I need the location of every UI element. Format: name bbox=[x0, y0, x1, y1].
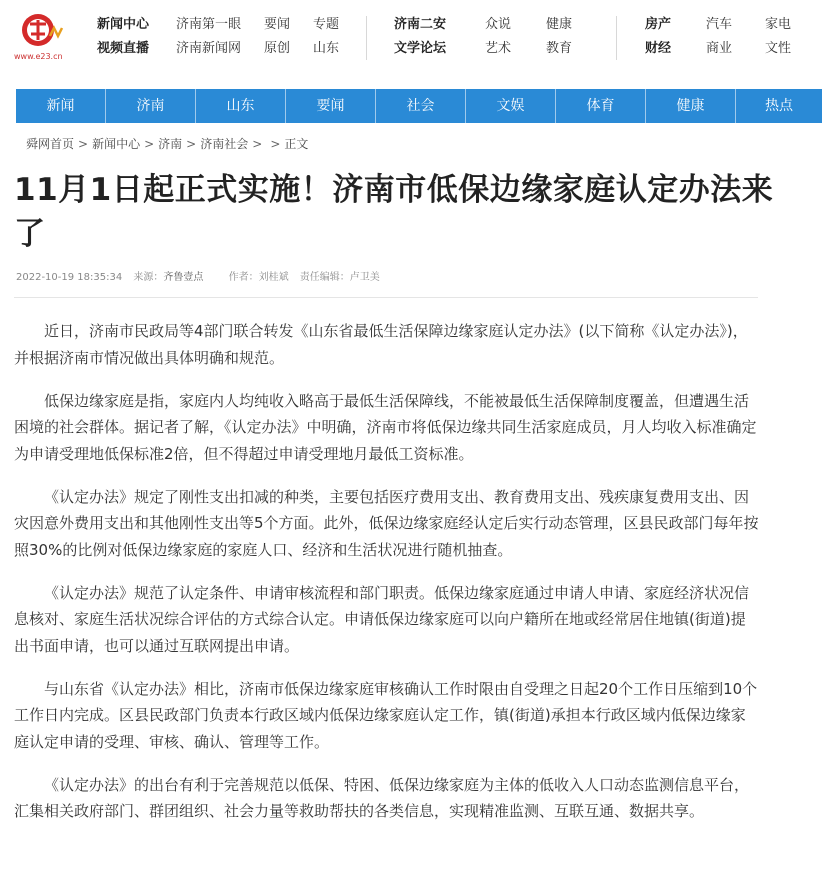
article-paragraph: 《认定办法》的出台有利于完善规范以低保、特困、低保边缘家庭为主体的低收入人口动态监测信息平台，汇集相关政府部门、群团组织、社会力量等救助帮扶的各类信息，实现精准监测、互联互通、数据共享。 bbox=[14, 775, 750, 820]
breadcrumb bbox=[26, 135, 310, 152]
source-label: 来源： bbox=[133, 272, 164, 283]
article-paragraph: 《认定办法》规范了认定条件、申请审核流程和部门职责。低保边缘家庭通过申请人申请、家庭经济状况信息核对、家庭生活状况综合评估的方式综合认定。申请低保边缘家庭可以向户籍所在地或经常居住地镇(街道)提出书面申请，也可以通过互联网提出申请。 bbox=[14, 583, 750, 655]
topnav-female[interactable]: 文性 bbox=[765, 41, 792, 56]
topnav-news-center[interactable]: 新闻中心 bbox=[97, 17, 150, 32]
channel-jinan[interactable]: 济南 bbox=[106, 89, 196, 123]
topnav-finance[interactable]: 财经 bbox=[645, 41, 672, 56]
channel-shandong[interactable]: 山东 bbox=[196, 89, 286, 123]
breadcrumb-separator-icon: > bbox=[78, 137, 89, 151]
site-header bbox=[0, 0, 822, 72]
channel-headlines[interactable]: 要闻 bbox=[286, 89, 376, 123]
topnav-headlines[interactable]: 要闻 bbox=[264, 17, 291, 32]
breadcrumb-separator-icon: > bbox=[252, 137, 263, 151]
channel-sports[interactable]: 体育 bbox=[556, 89, 646, 123]
topnav-appliances[interactable]: 家电 bbox=[765, 17, 792, 32]
article-paragraph: 近日，济南市民政局等4部门联合转发《山东省最低生活保障边缘家庭认定办法》(以下简称《认定办法》)，并根据济南市情况做出具体明确和规范。 bbox=[14, 322, 748, 367]
topnav-literature-forum[interactable]: 文学论坛 bbox=[394, 41, 447, 56]
article-meta bbox=[16, 268, 380, 283]
channel-news[interactable]: 新闻 bbox=[16, 89, 106, 123]
topnav-opinions[interactable]: 众说 bbox=[485, 17, 512, 32]
topnav-divider bbox=[366, 16, 367, 60]
topnav-arts[interactable]: 艺术 bbox=[485, 41, 512, 56]
breadcrumb-jinan-society[interactable]: 济南社会 bbox=[200, 137, 249, 151]
publish-time: 2022-10-19 18:35:34 bbox=[16, 272, 123, 283]
breadcrumb-separator-icon: > bbox=[270, 137, 281, 151]
topnav-real-estate[interactable]: 房产 bbox=[645, 17, 672, 32]
topnav-auto[interactable]: 汽车 bbox=[706, 17, 733, 32]
channel-society[interactable]: 社会 bbox=[376, 89, 466, 123]
breadcrumb-news-center[interactable]: 新闻中心 bbox=[92, 137, 141, 151]
channel-hot[interactable]: 热点 bbox=[765, 98, 793, 114]
breadcrumb-current: 正文 bbox=[284, 137, 309, 151]
topnav-jinan-erantext[interactable]: 济南二安 bbox=[394, 17, 447, 32]
article-paragraph: 《认定办法》规定了刚性支出扣减的种类，主要包括医疗费用支出、教育费用支出、残疾康复费用支出、因灾因意外费用支出和其他刚性支出等5个方面。此外，低保边缘家庭经认定后实行动态管理，区县民政部门每年按照30%的比例对低保边缘家庭的家庭人口、经济和生活状况进行随机抽查。 bbox=[14, 487, 759, 559]
topnav-shandong[interactable]: 山东 bbox=[313, 41, 340, 56]
meta-divider bbox=[14, 297, 758, 298]
channel-health[interactable]: 健康 bbox=[646, 89, 736, 123]
site-logo[interactable] bbox=[14, 10, 72, 62]
article-title: 11月1日起正式实施！济南市低保边缘家庭认定办法来了 bbox=[14, 172, 774, 252]
logo-url: www.e23.cn bbox=[14, 52, 63, 61]
channel-entertainment[interactable]: 文娱 bbox=[466, 89, 556, 123]
breadcrumb-jinan[interactable]: 济南 bbox=[158, 137, 183, 151]
article-paragraph: 与山东省《认定办法》相比，济南市低保边缘家庭审核确认工作时限由自受理之日起20个工作日压缩到10个工作日内完成。区县民政部门负责本行政区域内低保边缘家庭认定工作，镇(街道)承担本行政区域内低保边缘家庭认定申请的受理、审核、确认、管理等工作。 bbox=[14, 679, 758, 751]
topnav-original[interactable]: 原创 bbox=[264, 41, 291, 56]
article-body bbox=[14, 318, 760, 841]
topnav-special[interactable]: 专题 bbox=[313, 17, 340, 32]
breadcrumb-separator-icon: > bbox=[144, 137, 155, 151]
author: 作者：刘桂斌 bbox=[228, 272, 289, 283]
topnav-business[interactable]: 商业 bbox=[706, 41, 733, 56]
topnav-jinan-news[interactable]: 济南新闻网 bbox=[176, 41, 242, 56]
breadcrumb-home[interactable]: 舜网首页 bbox=[26, 137, 75, 151]
topnav-jinan-first[interactable]: 济南第一眼 bbox=[176, 17, 242, 32]
responsible-editor: 责任编辑：卢卫美 bbox=[299, 272, 380, 283]
breadcrumb-separator-icon: > bbox=[186, 137, 197, 151]
topnav-divider bbox=[616, 16, 617, 60]
article-paragraph: 低保边缘家庭是指，家庭内人均纯收入略高于最低生活保障线，不能被最低生活保障制度覆盖，但遭遇生活困境的社会群体。据记者了解，《认定办法》中明确，济南市将低保边缘共同生活家庭成员，月人均收入标准确定为申请受理地低保标准2倍，但不得超过申请受理地月最低工资标准。 bbox=[14, 391, 757, 463]
logo-icon bbox=[20, 10, 66, 50]
topnav-education[interactable]: 教育 bbox=[546, 41, 573, 56]
source-name[interactable]: 齐鲁壹点 bbox=[163, 272, 204, 283]
topnav-health[interactable]: 健康 bbox=[546, 17, 573, 32]
channel-nav bbox=[16, 89, 822, 123]
topnav-video-live[interactable]: 视频直播 bbox=[97, 41, 150, 56]
